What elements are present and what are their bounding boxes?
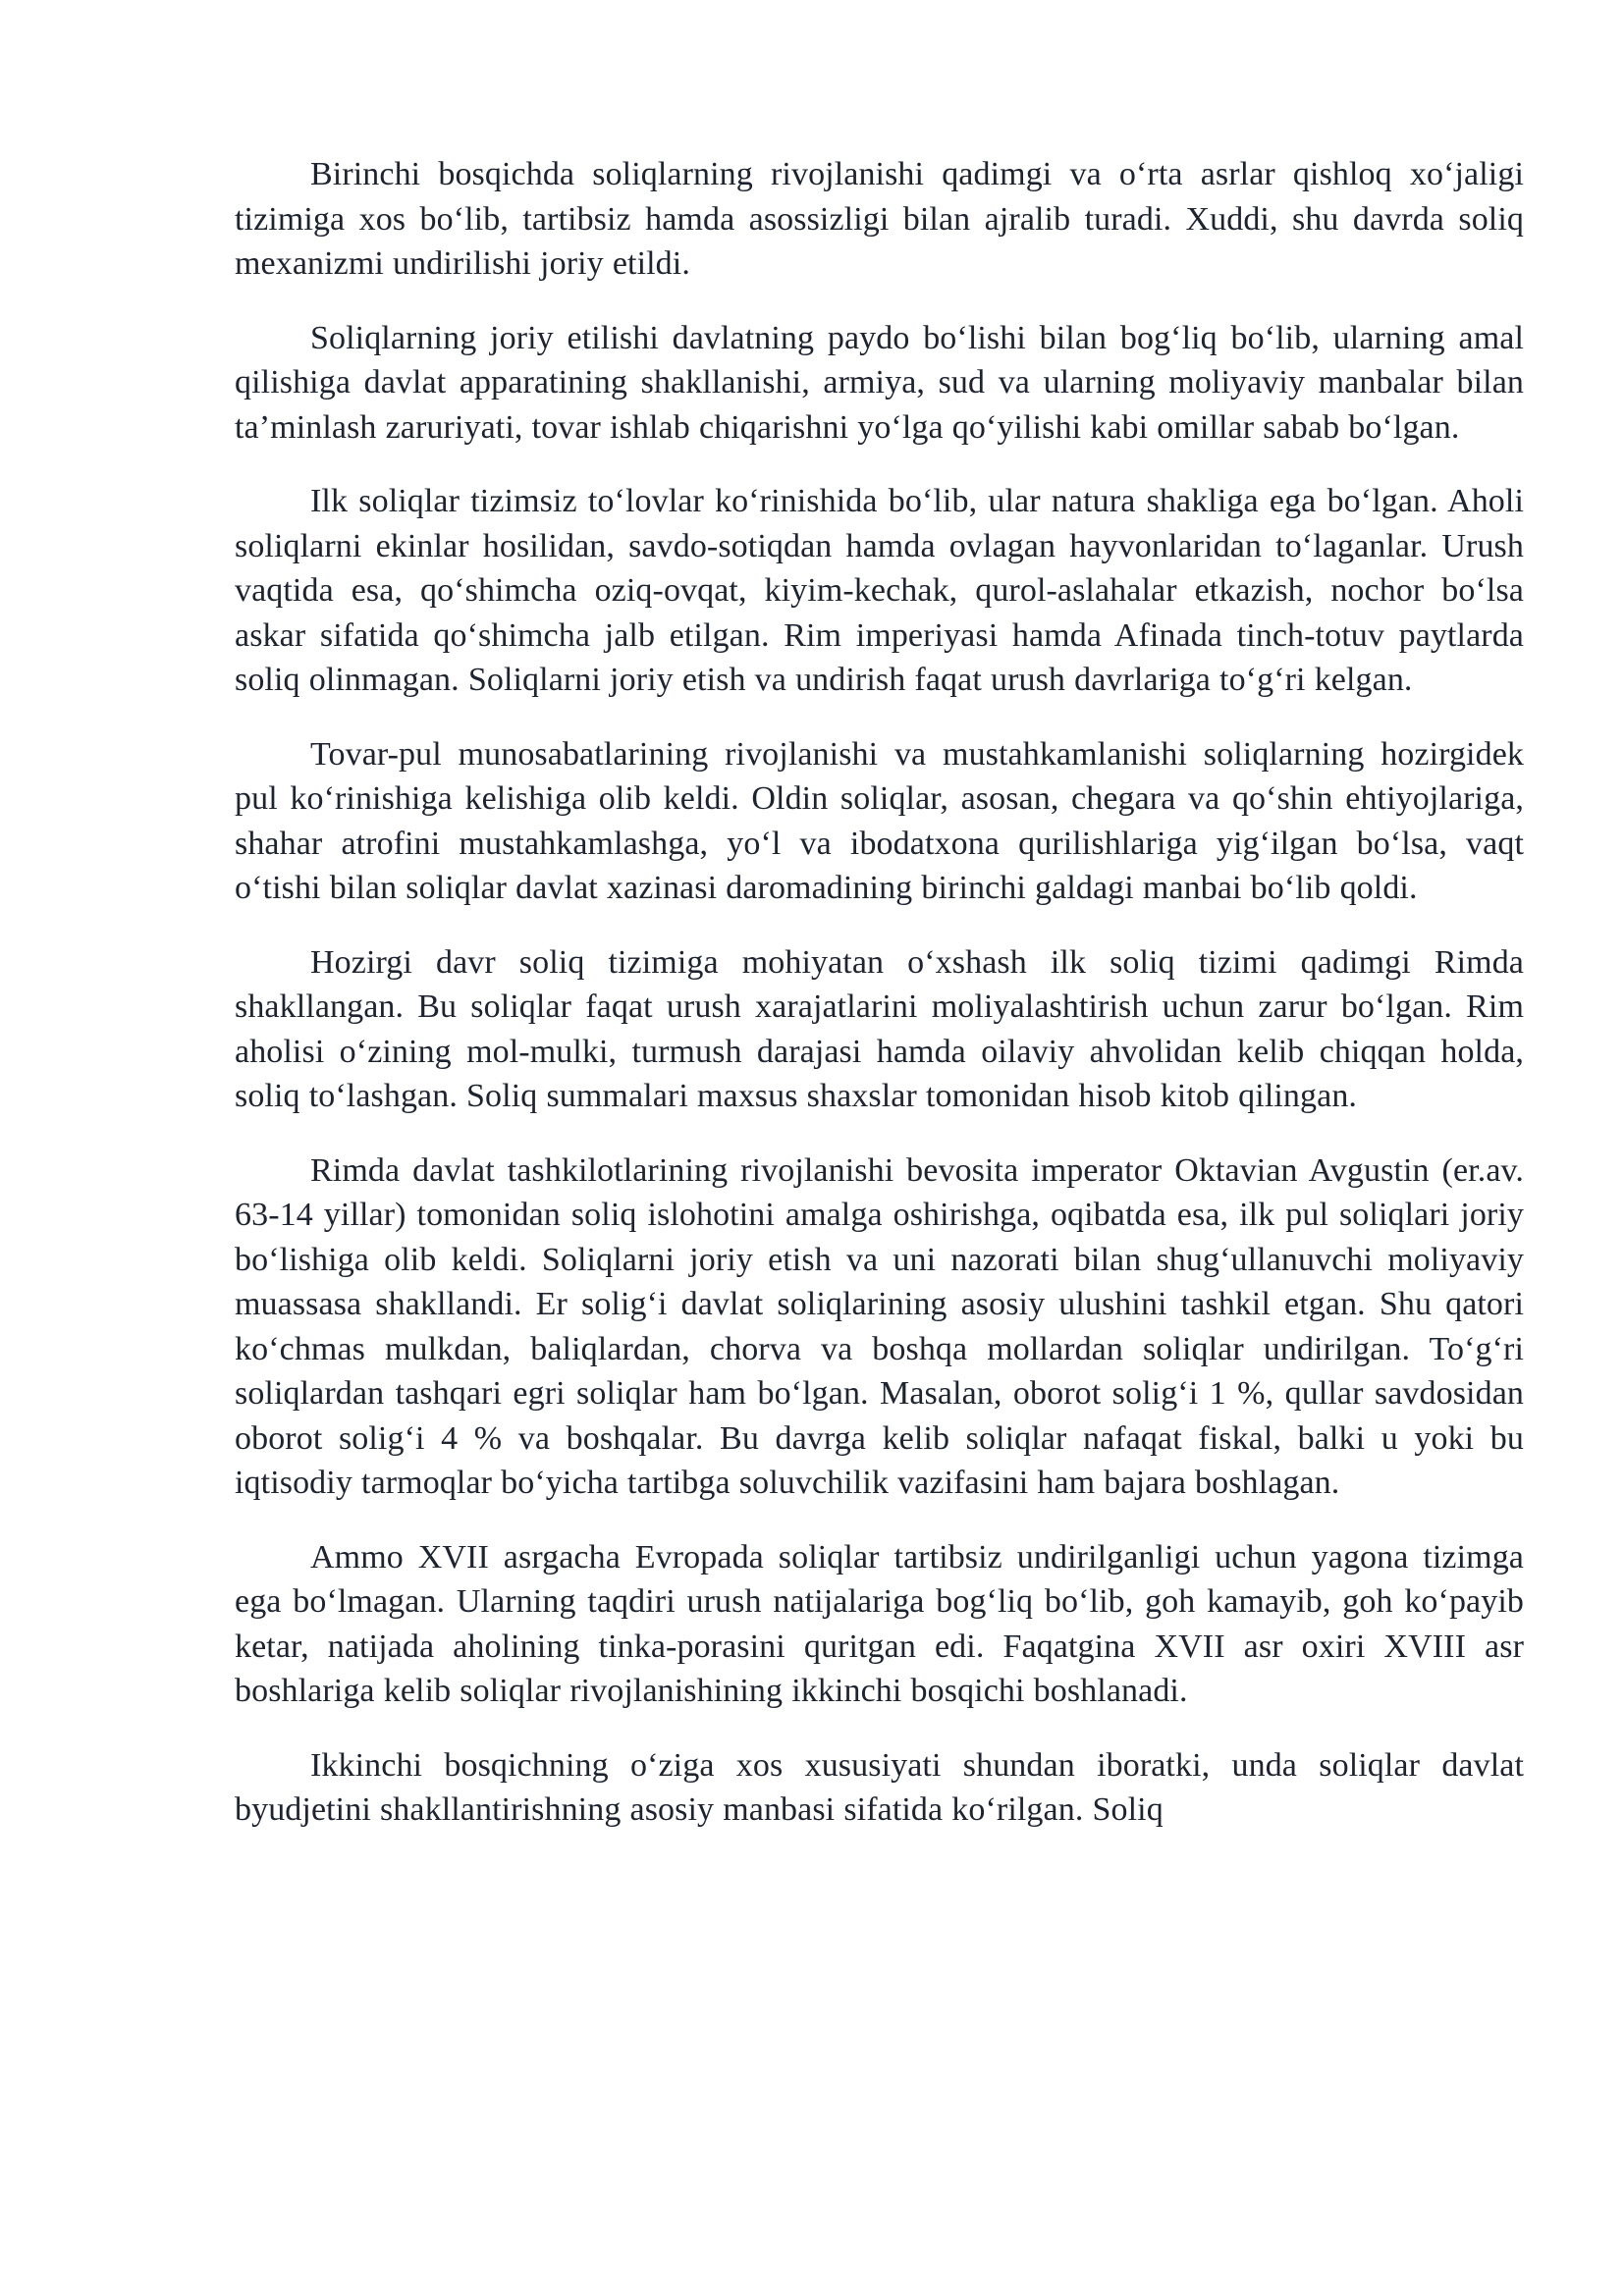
paragraph-7: Ammo XVII asrgacha Evropada soliqlar tartibsiz undirilganligi uchun yagona tizimga ega bo‘lmagan. Ularning taqdiri urush natijalariga bog‘liq bo‘lib, goh kamayib, goh ko‘payib ketar, natijada aholining tinka-porasini quritgan edi. Faqatgina XVII asr oxiri XVIII asr boshlariga kelib soliqlar rivojlanishining ikkinchi bosqichi boshlanadi. <box>235 1538 1524 1709</box>
paragraph-5: Hozirgi davr soliq tizimiga mohiyatan o‘xshash ilk soliq tizimi qadimgi Rimda shakllangan. Bu soliqlar faqat urush xarajatlarini moliyalashtirish uchun zarur bo‘lgan. Rim aholisi o‘zining mol-mulki, turmush darajasi hamda oilaviy ahvolidan kelib chiqqan holda, soliq to‘lashgan. Soliq summalari maxsus shaxslar tomonidan hisob kitob qilingan. <box>235 943 1524 1114</box>
paragraph-6: Rimda davlat tashkilotlarining rivojlanishi bevosita imperator Oktavian Avgustin (er.av. 63-14 yillar) tomonidan soliq islohotini amalga oshirishga, oqibatda esa, ilk pul soliqlari joriy bo‘lishiga olib keldi. Soliqlarni joriy etish va uni nazorati bilan shug‘ullanuvchi moliyaviy muassasa shakllandi. Er solig‘i davlat soliqlarining asosiy ulushini tashkil etgan. Shu qatori ko‘chmas mulkdan, baliqlardan, chorva va boshqa mollardan soliqlar undirilgan. To‘g‘ri soliqlardan tashqari egri soliqlar ham bo‘lgan. Masalan, oborot solig‘i 1 %, qullar savdosidan oborot solig‘i 4 % va boshqalar. Bu davrga kelib soliqlar nafaqat fiskal, balki u yoki bu iqtisodiy tarmoqlar bo‘yicha tartibga soluvchilik vazifasini ham bajara boshlagan. <box>235 1151 1524 1501</box>
paragraph-1: Birinchi bosqichda soliqlarning rivojlanishi qadimgi va o‘rta asrlar qishloq xo‘jaligi tizimiga xos bo‘lib, tartibsiz hamda asossizligi bilan ajralib turadi. Xuddi, shu davrda soliq mexanizmi undirilishi joriy etildi. <box>235 156 1524 282</box>
paragraph-3: Ilk soliqlar tizimsiz to‘lovlar ko‘rinishida bo‘lib, ular natura shakliga ega bo‘lgan. Aholi soliqlarni ekinlar hosilidan, savdo-sotiqdan hamda ovlagan hayvonlaridan to‘laganlar. Urush vaqtida esa, qo‘shimcha oziq-ovqat, kiyim-kechak, qurol-aslahalar etkazish, nochor bo‘lsa askar sifatida qo‘shimcha jalb etilgan. Rim imperiyasi hamda Afinada tinch-totuv paytlarda soliq olinmagan. Soliqlarni joriy etish va undirish faqat urush davrlariga to‘g‘ri kelgan. <box>235 483 1524 698</box>
paragraph-2: Soliqlarning joriy etilishi davlatning paydo bo‘lishi bilan bog‘liq bo‘lib, ularning amal qilishiga davlat apparatining shakllanishi, armiya, sud va ularning moliyaviy manbalar bilan ta’minlash zaruriyati, tovar ishlab chiqarishni yo‘lga qo‘yilishi kabi omillar sabab bo‘lgan. <box>235 319 1524 446</box>
document-body <box>235 152 1524 1862</box>
paragraph-4: Tovar-pul munosabatlarining rivojlanishi va mustahkamlanishi soliqlarning hozirgidek pul ko‘rinishiga kelishiga olib keldi. Oldin soliqlar, asosan, chegara va qo‘shin ehtiyojlariga, shahar atrofini mustahkamlashga, yo‘l va ibodatxona qurilishlariga yig‘ilgan bo‘lsa, vaqt o‘tishi bilan soliqlar davlat xazinasi daromadining birinchi galdagi manbai bo‘lib qoldi. <box>235 735 1524 906</box>
paragraph-8: Ikkinchi bosqichning o‘ziga xos xususiyati shundan iboratki, unda soliqlar davlat byudjetini shakllantirishning asosiy manbasi sifatida ko‘rilgan. Soliq <box>235 1746 1524 1828</box>
